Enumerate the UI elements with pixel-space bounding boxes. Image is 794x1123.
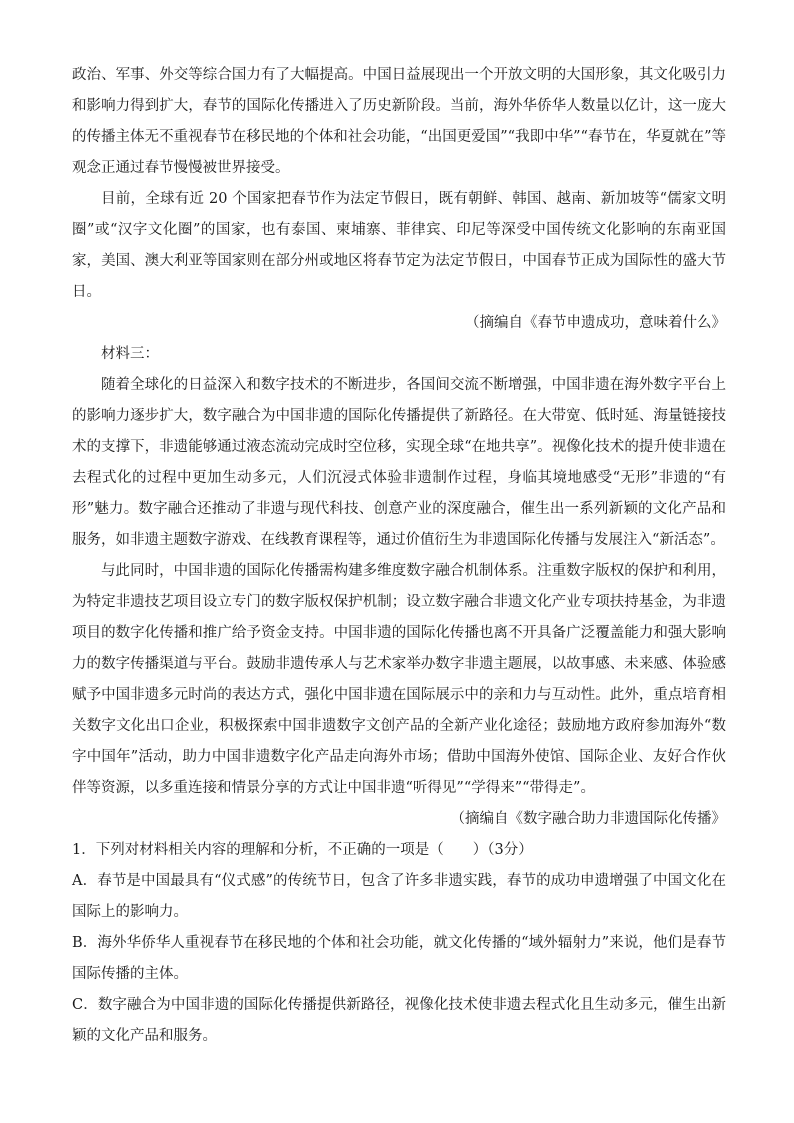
- paragraph-spring-festival-holidays: 目前，全球有近 20 个国家把春节作为法定节假日，既有朝鲜、韩国、越南、新加坡等“儒家文明圈”或“汉字文化圈”的国家，也有泰国、柬埔寨、菲律宾、印尼等深受中国传统文化影响的东南亚国家，美国、澳大利亚等国家则在部分州或地区将春节定为法定节假日，中国春节正成为国际性的盛大节日。: [72, 191, 726, 300]
- question-option-b[interactable]: B．海外华侨华人重视春节在移民地的个体和社会功能，就文化传播的“域外辐射力”来说，他们是春节国际传播的主体。: [72, 935, 726, 982]
- paragraph-mechanism-system: 与此同时，中国非遗的国际化传播需构建多维度数字融合机制体系。注重数字版权的保护和利用，为特定非遗技艺项目设立专门的数字版权保护机制；设立数字融合非遗文化产业专项扶持基金，为非遗项目的数字化传播和推广给予资金支持。中国非遗的国际化传播也离不开具备广泛覆盖能力和强大影响力的数字传播渠道与平台。鼓励非遗传承人与艺术家举办数字非遗主题展，以故事感、未来感、体验感赋予中国非遗多元时尚的表达方式，强化中国非遗在国际展示中的亲和力与互动性。此外，重点培育相关数字文化出口企业，积极探索中国非遗数字文创产品的全新产业化途径；鼓励地方政府参加海外“数字中国年”活动，助力中国非遗数字化产品走向海外市场；借助中国海外使馆、国际企业、友好合作伙伴等资源，以多重连接和情景分享的方式让中国非遗“听得见”“学得来”“带得走”。: [72, 563, 726, 796]
- source-citation-material-three: （摘编自《数字融合助力非遗国际化传播》: [450, 811, 726, 827]
- question-stem: 1．下列对材料相关内容的理解和分析，不正确的一项是（ ）（3分）: [72, 842, 533, 858]
- source-citation-material-two: （摘编自《春节申遗成功，意味着什么》: [465, 315, 726, 331]
- question-option-a[interactable]: A．春节是中国最具有“仪式感”的传统节日，包含了许多非遗实践，春节的成功申遗增强了中国文化在国际上的影响力。: [72, 873, 726, 920]
- document-page: [72, 60, 726, 1052]
- material-three-heading: 材料三：: [101, 346, 159, 362]
- paragraph-digital-fusion: 随着全球化的日益深入和数字技术的不断进步，各国间交流不断增强，中国非遗在海外数字平台上的影响力逐步扩大，数字融合为中国非遗的国际化传播提供了新路径。在大带宽、低时延、海量链接技术的支撑下，非遗能够通过液态流动完成时空位移，实现全球“在地共享”。视像化技术的提升使非遗在去程式化的过程中更加生动多元，人们沉浸式体验非遗制作过程，身临其境地感受“无形”非遗的“有形”魅力。数字融合还推动了非遗与现代科技、创意产业的深度融合，催生出一系列新颖的文化产品和服务，如非遗主题数字游戏、在线教育课程等，通过价值衍生为非遗国际化传播与发展注入“新活态”。: [72, 377, 726, 548]
- paragraph-material-two-continued: 政治、军事、外交等综合国力有了大幅提高。中国日益展现出一个开放文明的大国形象，其文化吸引力和影响力得到扩大，春节的国际化传播进入了历史新阶段。当前，海外华侨华人数量以亿计，这一庞大的传播主体无不重视春节在移民地的个体和社会功能，“出国更爱国”“我即中华”“春节在，华夏就在”等观念正通过春节慢慢被世界接受。: [72, 67, 726, 176]
- question-option-c[interactable]: C．数字融合为中国非遗的国际化传播提供新路径，视像化技术使非遗去程式化且生动多元，催生出新颖的文化产品和服务。: [72, 997, 726, 1044]
